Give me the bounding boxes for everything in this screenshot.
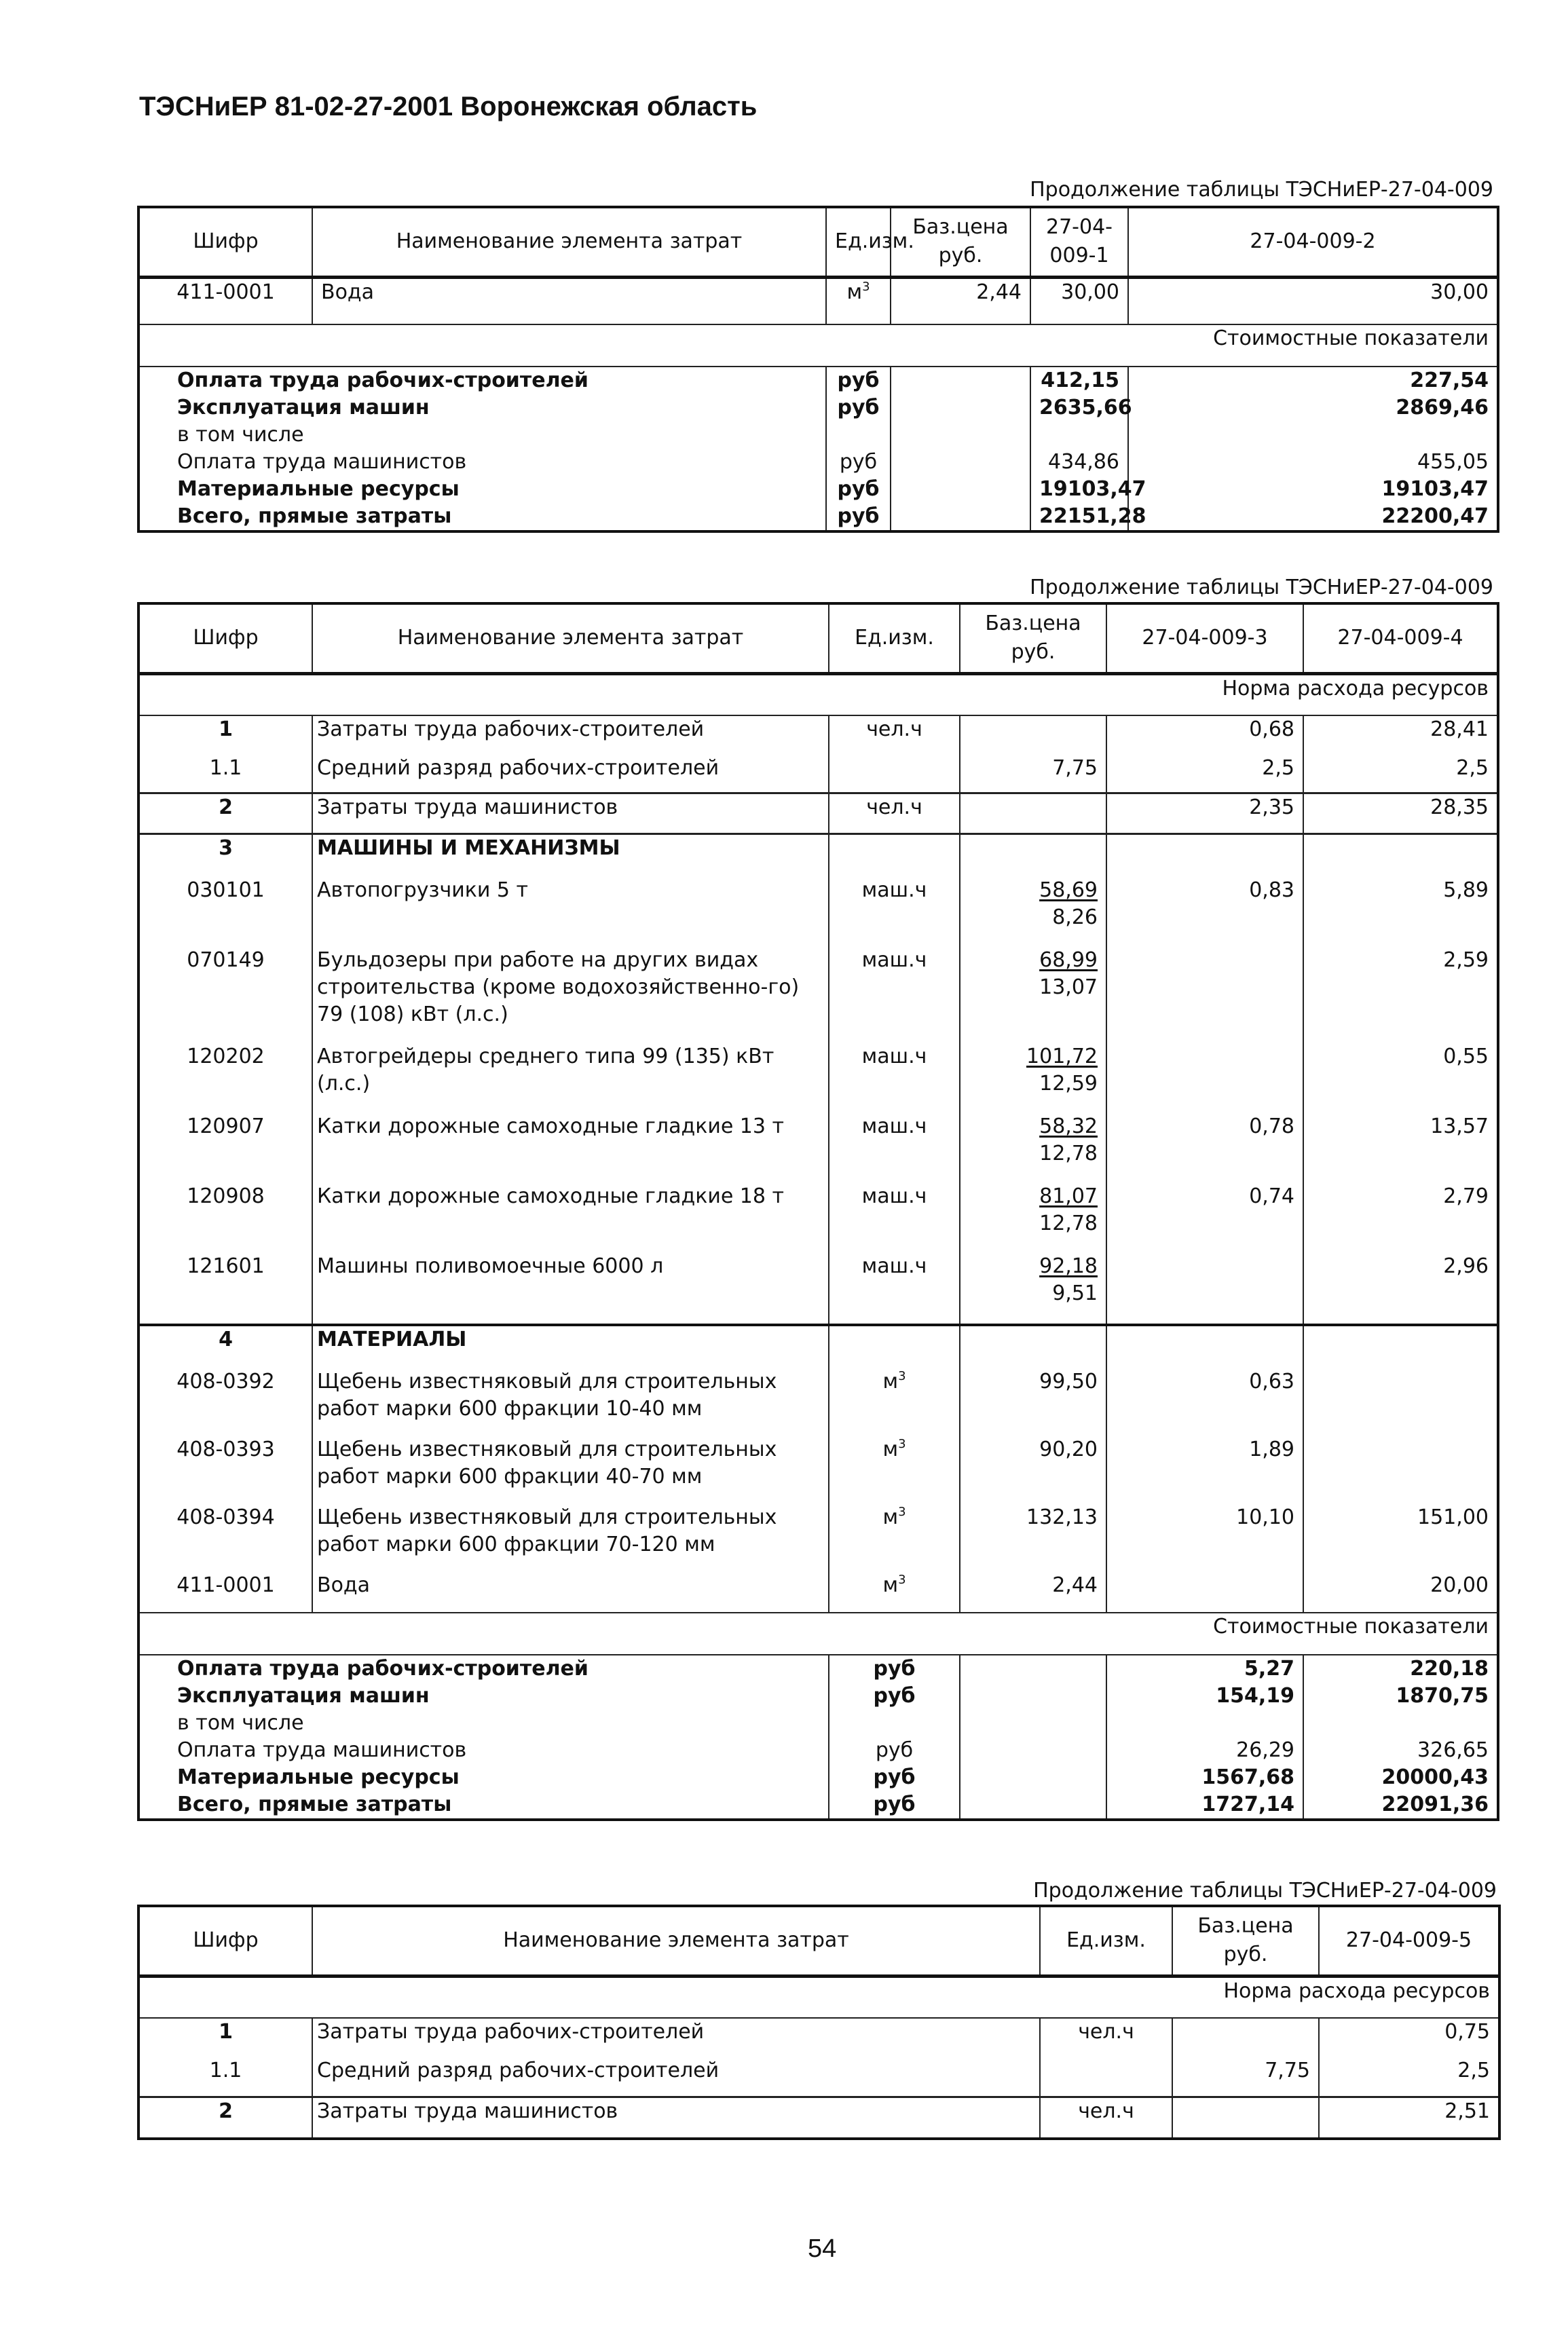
table3-header-row	[138, 1906, 1499, 1976]
summary-row: Оплата труда машинистов руб 434,86 455,05	[138, 449, 1498, 476]
table-row: 411-0001 Вода $м^3$ 2,44 30,00 30,00	[138, 277, 1498, 324]
summary-row: Всего, прямые затраты руб 1727,14 22091,36	[138, 1791, 1498, 1820]
table-row: 2 Затраты труда машинистов чел.ч 2,51	[138, 2097, 1499, 2139]
table-row: 1 Затраты труда рабочих-строителей чел.ч 0,75	[138, 2018, 1499, 2057]
table-row: 120907 Катки дорожные самоходные гладкие 13 т маш.ч 58,32 12,78 0,78 13,57	[138, 1113, 1498, 1183]
header-code: Шифр	[138, 1906, 312, 1976]
header-base-price: Баз.цена руб.	[891, 207, 1030, 277]
summary-row: Оплата труда рабочих-строителей руб 5,27 220,18	[138, 1655, 1498, 1683]
table-row: 070149 Бульдозеры при работе на других видах строительства (кроме водохозяйственно-го) 79 (108) кВт (л.с.) маш.ч 68,99 13,07 2,59	[138, 947, 1498, 1043]
summary-row: Оплата труда машинистов руб 26,29 326,65	[138, 1737, 1498, 1764]
table1-caption: Продолжение таблицы ТЭСНиЕР-27-04-009	[1030, 178, 1493, 202]
summary-row: Эксплуатация машин руб 154,19 1870,75	[138, 1683, 1498, 1710]
header-unit: Ед.изм.	[1040, 1906, 1172, 1976]
table-row: 1.1 Средний разряд рабочих-строителей 7,75 2,5	[138, 2057, 1499, 2097]
header-code: Шифр	[138, 603, 312, 673]
table-row: 408-0392 Щебень известняковый для строительных работ марки 600 фракции 10-40 мм $м^3$ 99,50 0,63	[138, 1368, 1498, 1436]
table-row: 120908 Катки дорожные самоходные гладкие 18 т маш.ч 81,07 12,78 0,74 2,79	[138, 1183, 1498, 1253]
table-row: 408-0393 Щебень известняковый для строительных работ марки 600 фракции 40-70 мм $м^3$ 90,20 1,89	[138, 1436, 1498, 1504]
header-unit: Ед.изм.	[829, 603, 960, 673]
header-col-27-04-009-1: 27-04-009-1	[1030, 207, 1128, 277]
table3	[137, 1905, 1501, 2140]
header-base-price: Баз.цена руб.	[1172, 1906, 1319, 1976]
summary-row: в том числе	[138, 1710, 1498, 1737]
section-band-resource-norms: Норма расхода ресурсов	[138, 673, 1498, 715]
document-title: ТЭСНиЕР 81-02-27-2001 Воронежская область	[139, 92, 758, 121]
table-row: 411-0001 Вода $м^3$ 2,44 20,00	[138, 1572, 1498, 1613]
header-code: Шифр	[138, 207, 312, 277]
header-col-27-04-009-5: 27-04-009-5	[1319, 1906, 1499, 1976]
section-header-materials: 4 МАТЕРИАЛЫ	[138, 1325, 1498, 1368]
section-header-machines: 3 МАШИНЫ И МЕХАНИЗМЫ	[138, 834, 1498, 877]
summary-row: Оплата труда рабочих-строителей руб 412,15 227,54	[138, 367, 1498, 394]
table-row: 2 Затраты труда машинистов чел.ч 2,35 28,35	[138, 793, 1498, 834]
table-row: 030101 Автопогрузчики 5 т маш.ч 58,69 8,26 0,83 5,89	[138, 877, 1498, 947]
header-name: Наименование элемента затрат	[312, 1906, 1040, 1976]
header-unit: Ед.изм.	[826, 207, 891, 277]
table2-caption: Продолжение таблицы ТЭСНиЕР-27-04-009	[1030, 576, 1493, 599]
table1	[137, 206, 1499, 533]
section-band-cost-indicators: Стоимостные показатели	[138, 1613, 1498, 1655]
header-name: Наименование элемента затрат	[312, 603, 829, 673]
summary-row: Материальные ресурсы руб 19103,47 19103,47	[138, 476, 1498, 503]
table-row: 121601 Машины поливомоечные 6000 л маш.ч 92,18 9,51 2,96	[138, 1253, 1498, 1325]
table3-caption: Продолжение таблицы ТЭСНиЕР-27-04-009	[1033, 1879, 1497, 1903]
header-base-price: Баз.цена руб.	[960, 603, 1106, 673]
table1-header-row	[138, 207, 1498, 277]
summary-row: Всего, прямые затраты руб 22151,28 22200,47	[138, 503, 1498, 531]
section-band-cost-indicators: Стоимостные показатели	[138, 324, 1498, 367]
table2-header-row	[138, 603, 1498, 673]
header-name: Наименование элемента затрат	[312, 207, 826, 277]
page-number: 54	[808, 2234, 837, 2263]
header-col-27-04-009-2: 27-04-009-2	[1128, 207, 1498, 277]
summary-row: Материальные ресурсы руб 1567,68 20000,43	[138, 1764, 1498, 1791]
table-row: 1.1 Средний разряд рабочих-строителей 7,75 2,5 2,5	[138, 755, 1498, 793]
header-col-27-04-009-3: 27-04-009-3	[1106, 603, 1303, 673]
table-row: 120202 Автогрейдеры среднего типа 99 (135) кВт (л.с.) маш.ч 101,72 12,59 0,55	[138, 1043, 1498, 1113]
summary-row: в том числе	[138, 422, 1498, 449]
header-col-27-04-009-4: 27-04-009-4	[1303, 603, 1498, 673]
table2	[137, 602, 1499, 1821]
table-row: 408-0394 Щебень известняковый для строительных работ марки 600 фракции 70-120 мм $м^3$ 132,13 10,10 151,00	[138, 1504, 1498, 1572]
section-band-resource-norms: Норма расхода ресурсов	[138, 1976, 1499, 2018]
table-row: 1 Затраты труда рабочих-строителей чел.ч 0,68 28,41	[138, 715, 1498, 755]
summary-row: Эксплуатация машин руб 2635,66 2869,46	[138, 394, 1498, 422]
